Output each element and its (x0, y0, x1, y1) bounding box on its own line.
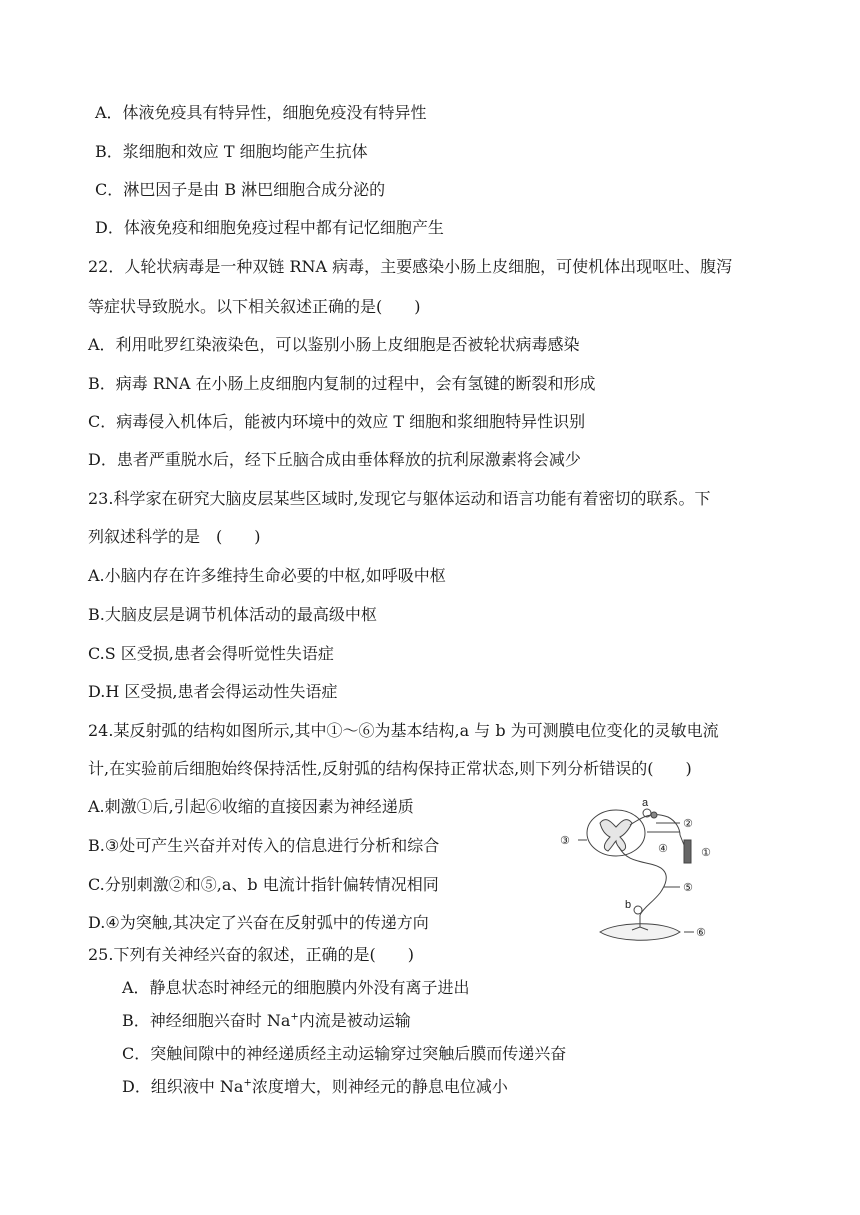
q23-option-c: C.S 区受损,患者会得听觉性失语症 (88, 644, 334, 663)
ganglion (651, 812, 657, 818)
q22-option-c: C．病毒侵入机体后，能被内环境中的效应 T 细胞和浆细胞特异性识别 (88, 412, 586, 431)
q22-stem-line2: 等症状导致脱水。以下相关叙述正确的是( ) (88, 297, 421, 316)
q21-option-c: C．淋巴因子是由 B 淋巴细胞合成分泌的 (95, 180, 386, 199)
q25-option-b-text: B．神经细胞兴奋时 Na (122, 1011, 291, 1030)
label-4: ④ (658, 843, 668, 855)
grey-matter (600, 820, 632, 851)
q25-stem: 25.下列有关神经兴奋的叙述，正确的是( ) (88, 945, 414, 964)
superscript-plus: + (290, 1011, 299, 1023)
q25-option-a: A．静息状态时神经元的细胞膜内外没有离子进出 (122, 978, 470, 997)
superscript-plus: + (243, 1077, 252, 1089)
q25-option-b-rest: 内流是被动运输 (298, 1011, 411, 1030)
q23-stem-line1: 23.科学家在研究大脑皮层某些区域时,发现它与躯体运动和语言功能有着密切的联系。下 (88, 489, 711, 508)
q25-option-d (122, 1077, 508, 1097)
q24-option-d: D.④为突触,其决定了兴奋在反射弧中的传递方向 (88, 913, 429, 932)
q25-option-d-text: D．组织液中 Na (122, 1077, 244, 1096)
label-b: b (625, 899, 632, 911)
q21-option-a: A．体液免疫具有特异性，细胞免疫没有特异性 (95, 103, 427, 122)
label-a: a (642, 797, 649, 809)
q23-option-d: D.H 区受损,患者会得运动性失语症 (88, 682, 338, 701)
label-3: ③ (560, 835, 570, 847)
q24-stem-line2: 计,在实验前后细胞始终保持活性,反射弧的结构保持正常状态,则下列分析错误的( ) (88, 759, 692, 778)
q22-option-a: A．利用吡罗红染液染色，可以鉴别小肠上皮细胞是否被轮状病毒感染 (88, 335, 580, 354)
q21-option-b: B．浆细胞和效应 T 细胞均能产生抗体 (95, 142, 368, 161)
q25-option-b (122, 1011, 411, 1031)
q21-option-d: D．体液免疫和细胞免疫过程中都有记忆细胞产生 (95, 218, 444, 237)
q24-option-c: C.分别刺激②和⑤,a、b 电流计指针偏转情况相同 (88, 875, 439, 894)
q22-option-d: D．患者严重脱水后，经下丘脑合成由垂体释放的抗利尿激素将会减少 (88, 450, 581, 469)
q24-option-b: B.③处可产生兴奋并对传入的信息进行分析和综合 (88, 836, 440, 855)
q22-stem-line1: 22．人轮状病毒是一种双链 RNA 病毒，主要感染小肠上皮细胞，可使机体出现呕吐、腹泻 (88, 257, 733, 276)
q24-stem-line1: 24.某反射弧的结构如图所示,其中①～⑥为基本结构,a 与 b 为可测膜电位变化的灵敏电流 (88, 721, 719, 740)
label-6: ⑥ (696, 927, 706, 939)
label-1: ① (701, 847, 711, 859)
q23-option-b: B.大脑皮层是调节机体活动的最高级中枢 (88, 605, 377, 624)
reflex-arc-diagram (556, 795, 716, 945)
q22-option-b: B．病毒 RNA 在小肠上皮细胞内复制的过程中，会有氢键的断裂和形成 (88, 374, 596, 393)
label-5: ⑤ (683, 882, 693, 894)
q25-option-d-rest: 浓度增大，则神经元的静息电位减小 (251, 1077, 508, 1096)
label-2: ② (683, 818, 693, 830)
q25-option-c: C．突触间隙中的神经递质经主动运输穿过突触后膜而传递兴奋 (122, 1044, 567, 1063)
meter-b (634, 906, 642, 914)
receptor (684, 840, 691, 863)
q23-option-a: A.小脑内存在许多维持生命必要的中枢,如呼吸中枢 (88, 566, 446, 585)
q23-stem-line2: 列叙述科学的是 ( ) (88, 527, 261, 546)
q24-option-a: A.刺激①后,引起⑥收缩的直接因素为神经递质 (88, 797, 414, 816)
